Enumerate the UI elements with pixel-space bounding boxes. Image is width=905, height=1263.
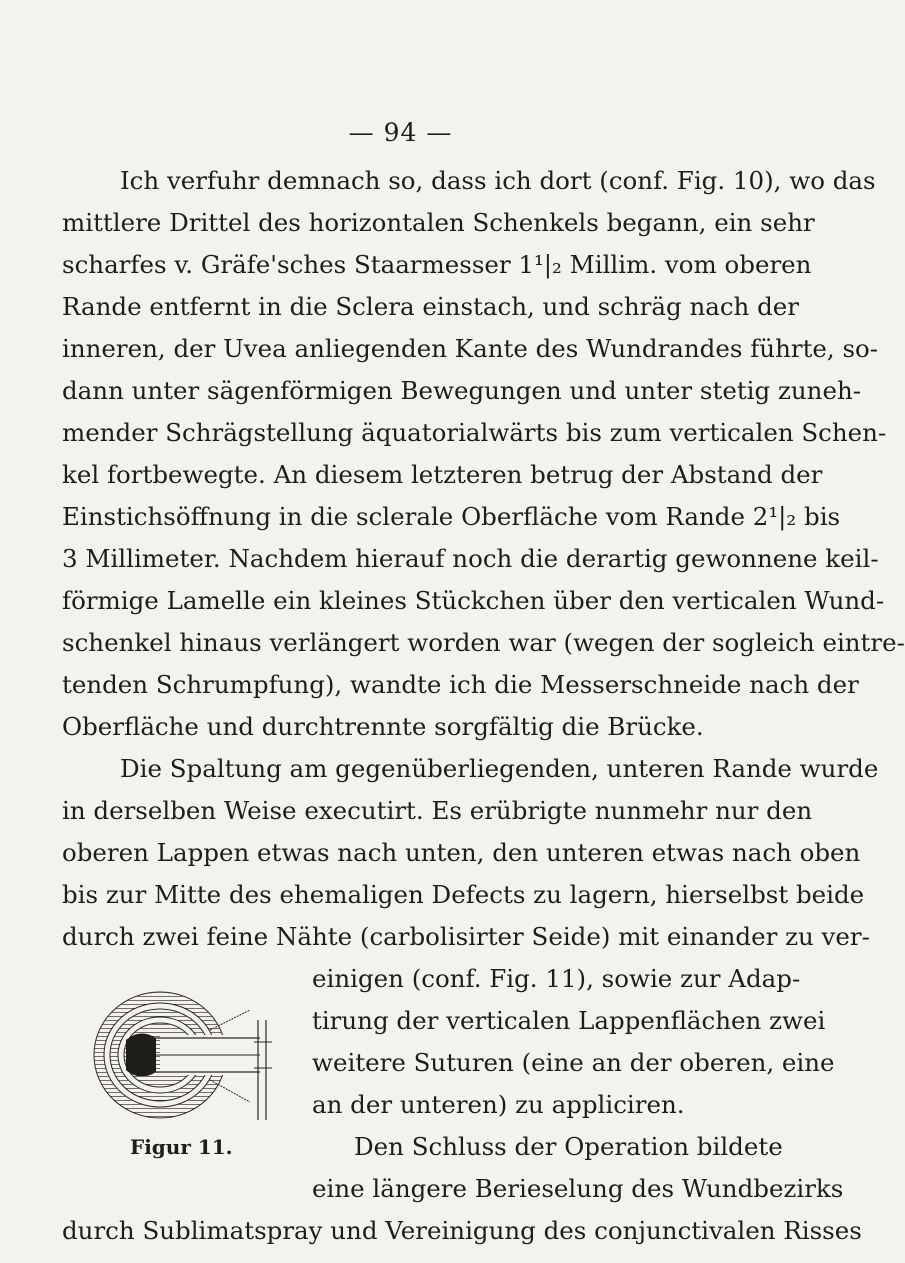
text-line: einigen (conf. Fig. 11), sowie zur Adap- [312, 964, 801, 993]
text-line: durch Sublimatspray und Vereinigung des conjunctivalen Risses [62, 1216, 862, 1245]
text-line: in derselben Weise executirt. Es erübrigte nunmehr nur den [62, 796, 813, 825]
text-line: bis zur Mitte des ehemaligen Defects zu lagern, hierselbst beide [62, 880, 865, 909]
text-line: mender Schrägstellung äquatorialwärts bis zum verticalen Schen- [62, 418, 887, 447]
text-line: oberen Lappen etwas nach unten, den unteren etwas nach oben [62, 838, 861, 867]
text-line: tenden Schrumpfung), wandte ich die Messerschneide nach der [62, 670, 859, 699]
page-number: — 94 — [348, 118, 453, 147]
text-line: Einstichsöffnung in die sclerale Oberfläche vom Rande 2¹|₂ bis [62, 502, 841, 531]
text-line: Die Spaltung am gegenüberliegenden, unteren Rande wurde [120, 754, 879, 783]
figure-caption: Figur 11. [130, 1135, 233, 1159]
text-line: Den Schluss der Operation bildete [354, 1132, 783, 1161]
text-line: Ich verfuhr demnach so, dass ich dort (conf. Fig. 10), wo das [120, 166, 876, 195]
text-line: kel fortbewegte. An diesem letzteren betrug der Abstand der [62, 460, 823, 489]
text-line: eine längere Berieselung des Wundbezirks [312, 1174, 844, 1203]
text-line: Rande entfernt in die Sclera einstach, und schräg nach der [62, 292, 800, 321]
text-line: tirung der verticalen Lappenflächen zwei [312, 1006, 826, 1035]
text-line: weitere Suturen (eine an der oberen, eine [312, 1048, 835, 1077]
text-line: scharfes v. Gräfe'sches Staarmesser 1¹|₂ Millim. vom oberen [62, 250, 812, 279]
text-line: durch zwei feine Nähte (carbolisirter Seide) mit einander zu ver- [62, 922, 870, 951]
text-line: förmige Lamelle ein kleines Stückchen über den verticalen Wund- [62, 586, 885, 615]
figure-11-drawing [80, 980, 300, 1130]
text-line: an der unteren) zu appliciren. [312, 1090, 685, 1119]
text-line: dann unter sägenförmigen Bewegungen und unter stetig zuneh- [62, 376, 862, 405]
text-line: Oberfläche und durchtrennte sorgfältig die Brücke. [62, 712, 704, 741]
text-line: schenkel hinaus verlängert worden war (wegen der sogleich eintre- [62, 628, 905, 657]
text-line: mittlere Drittel des horizontalen Schenkels begann, ein sehr [62, 208, 815, 237]
text-line: 3 Millimeter. Nachdem hierauf noch die derartig gewonnene keil- [62, 544, 879, 573]
text-line: inneren, der Uvea anliegenden Kante des Wundrandes führte, so- [62, 334, 879, 363]
